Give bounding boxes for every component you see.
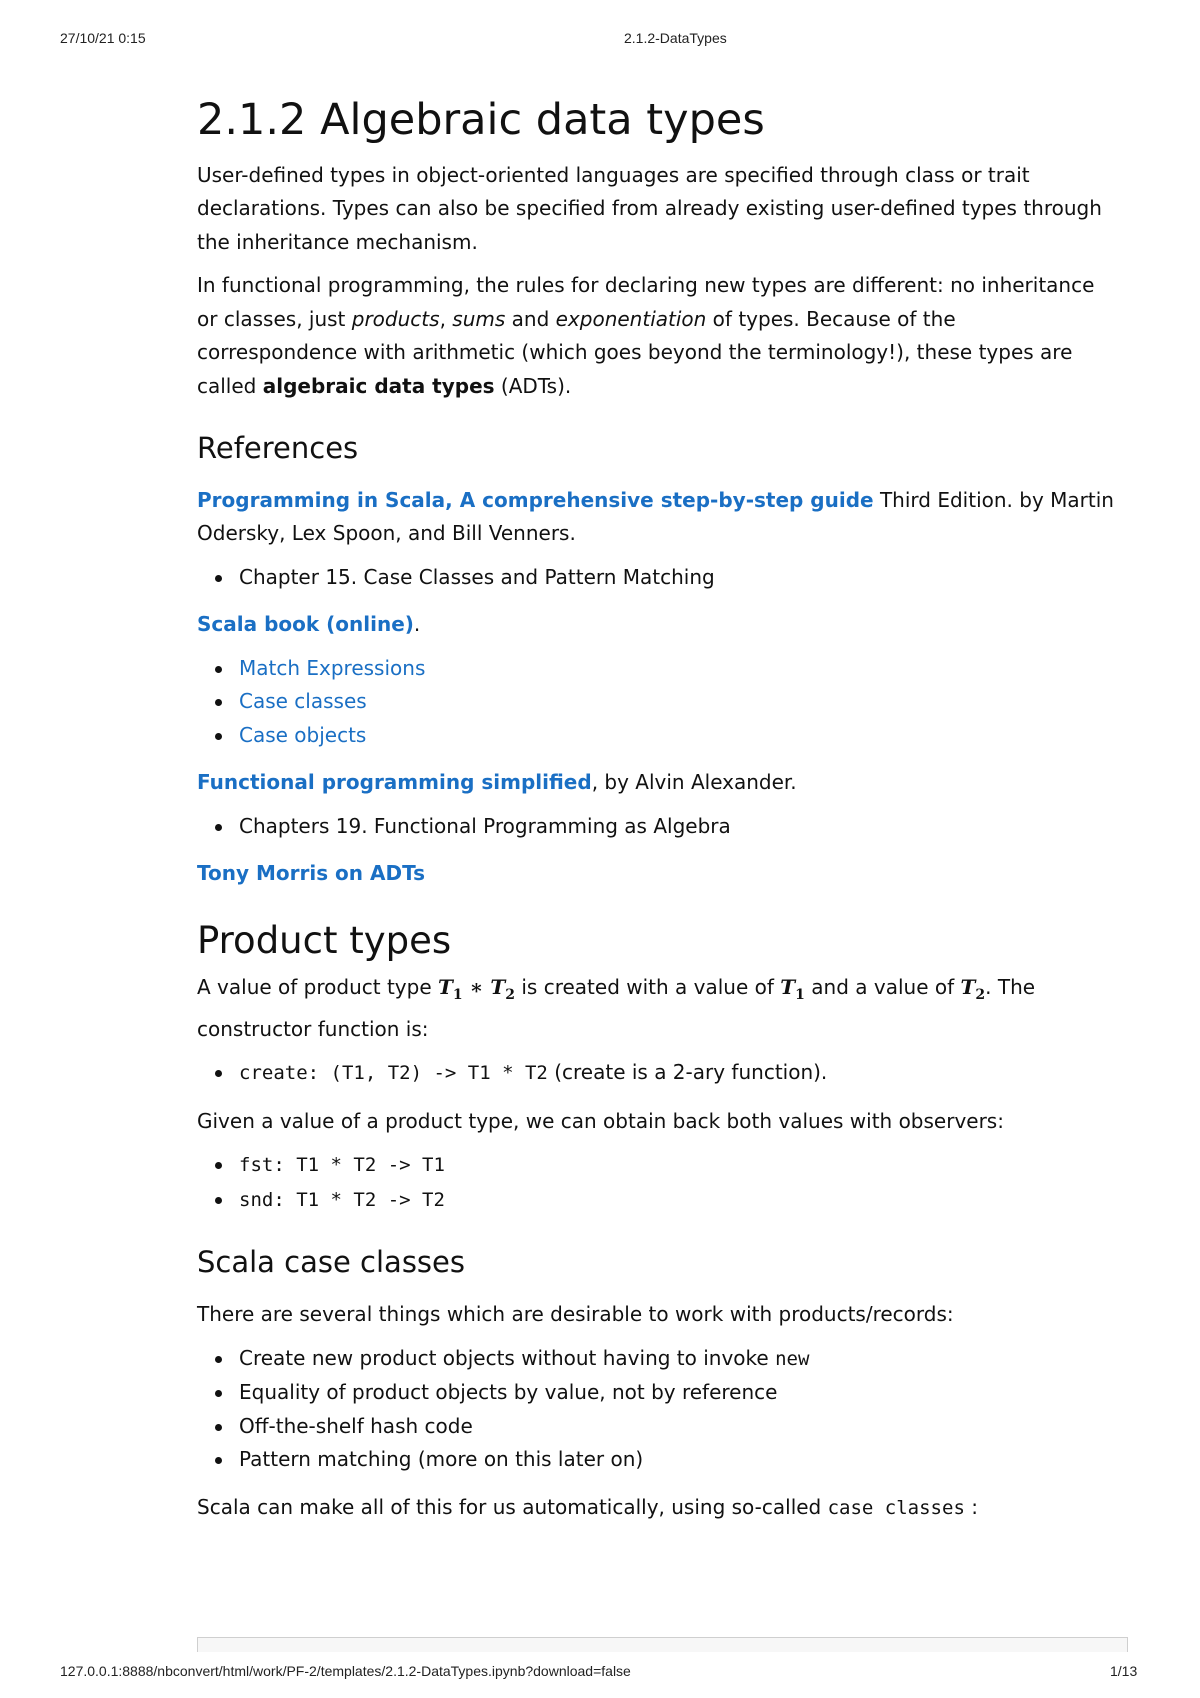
link-case-objects[interactable]: Case objects <box>239 722 367 747</box>
link-tony-morris[interactable]: Tony Morris on ADTs <box>197 861 425 886</box>
list-item: Chapter 15. Case Classes and Pattern Matching <box>239 561 1117 595</box>
link-match-expressions[interactable]: Match Expressions <box>239 655 426 680</box>
list-item: Equality of product objects by value, not by reference <box>239 1376 1117 1410</box>
print-doc-title: 2.1.2-DataTypes <box>624 30 727 46</box>
link-case-classes[interactable]: Case classes <box>239 689 367 714</box>
list-item: Off-the-shelf hash code <box>239 1410 1117 1444</box>
reference-3-list <box>197 810 1117 844</box>
intro-paragraph-2: In functional programming, the rules for declaring new types are different: no inheritance or classes, just products, sums and exponentiation of types. Because of the correspondence with arithmetic (which goes beyond the terminology!), these types are called algebraic data types (ADTs). <box>197 273 1095 398</box>
list-item: Pattern matching (more on this later on) <box>239 1443 1117 1477</box>
constructor-list <box>197 1056 1117 1091</box>
notebook-content <box>197 95 1117 1535</box>
product-types-paragraph-2: Given a value of a product type, we can obtain back both values with observers: <box>197 1108 1004 1133</box>
case-classes-heading: Scala case classes <box>197 1245 465 1280</box>
code-cell[interactable] <box>197 1637 1128 1652</box>
case-classes-paragraph-2: Scala can make all of this for us automatically, using so-called case classes : <box>197 1494 978 1519</box>
list-item <box>239 685 1117 719</box>
observers-list <box>197 1148 1117 1217</box>
math-product-type: $T_1$ ∗ $T_2$ <box>437 975 516 1004</box>
product-types-heading: Product types <box>197 918 452 962</box>
page-number: 1/13 <box>1110 1663 1138 1679</box>
desirable-features-list <box>197 1342 1117 1477</box>
math-t2: $T_2$ <box>960 975 986 1004</box>
case-classes-paragraph-1: There are several things which are desirable to work with products/records: <box>197 1302 954 1327</box>
references-heading: References <box>197 431 359 466</box>
link-programming-in-scala[interactable]: Programming in Scala, A comprehensive step-by-step guide <box>197 487 874 512</box>
print-url: 127.0.0.1:8888/nbconvert/html/work/PF-2/templates/2.1.2-DataTypes.ipynb?download=false <box>60 1663 631 1679</box>
list-item: Chapters 19. Functional Programming as Algebra <box>239 810 1117 844</box>
math-t1: $T_1$ <box>780 975 805 1004</box>
link-scala-book[interactable]: Scala book (online) <box>197 612 414 637</box>
reference-1: Programming in Scala, A comprehensive step-by-step guide Third Edition. by Martin Odersky, Lex Spoon, and Bill Venners. <box>197 487 1114 546</box>
list-item: snd: T1 * T2 -> T2 <box>239 1183 1117 1218</box>
list-item: Create new product objects without having to invoke new <box>239 1342 1117 1377</box>
page-title: 2.1.2 Algebraic data types <box>197 95 765 145</box>
reference-4 <box>197 857 1117 891</box>
product-types-paragraph-1: A value of product type $T_1$ ∗ $T_2$ is created with a value of $T_1$ and a value of $T_2$. The constructor function is: <box>197 975 1036 1041</box>
list-item: fst: T1 * T2 -> T1 <box>239 1148 1117 1183</box>
reference-2-list <box>197 652 1117 753</box>
print-datetime: 27/10/21 0:15 <box>60 30 146 46</box>
reference-3: Functional programming simplified, by Alvin Alexander. <box>197 770 797 795</box>
list-item <box>239 652 1117 686</box>
link-fp-simplified[interactable]: Functional programming simplified <box>197 770 592 795</box>
reference-1-list <box>197 561 1117 595</box>
list-item: create: (T1, T2) -> T1 * T2 (create is a 2-ary function). <box>239 1056 1117 1091</box>
reference-2: Scala book (online). <box>197 612 421 637</box>
intro-paragraph-1: User-defined types in object-oriented languages are specified through class or trait declarations. Types can also be specified from already existing user-defined types through the inheritance mechanism. <box>197 162 1102 254</box>
list-item <box>239 719 1117 753</box>
